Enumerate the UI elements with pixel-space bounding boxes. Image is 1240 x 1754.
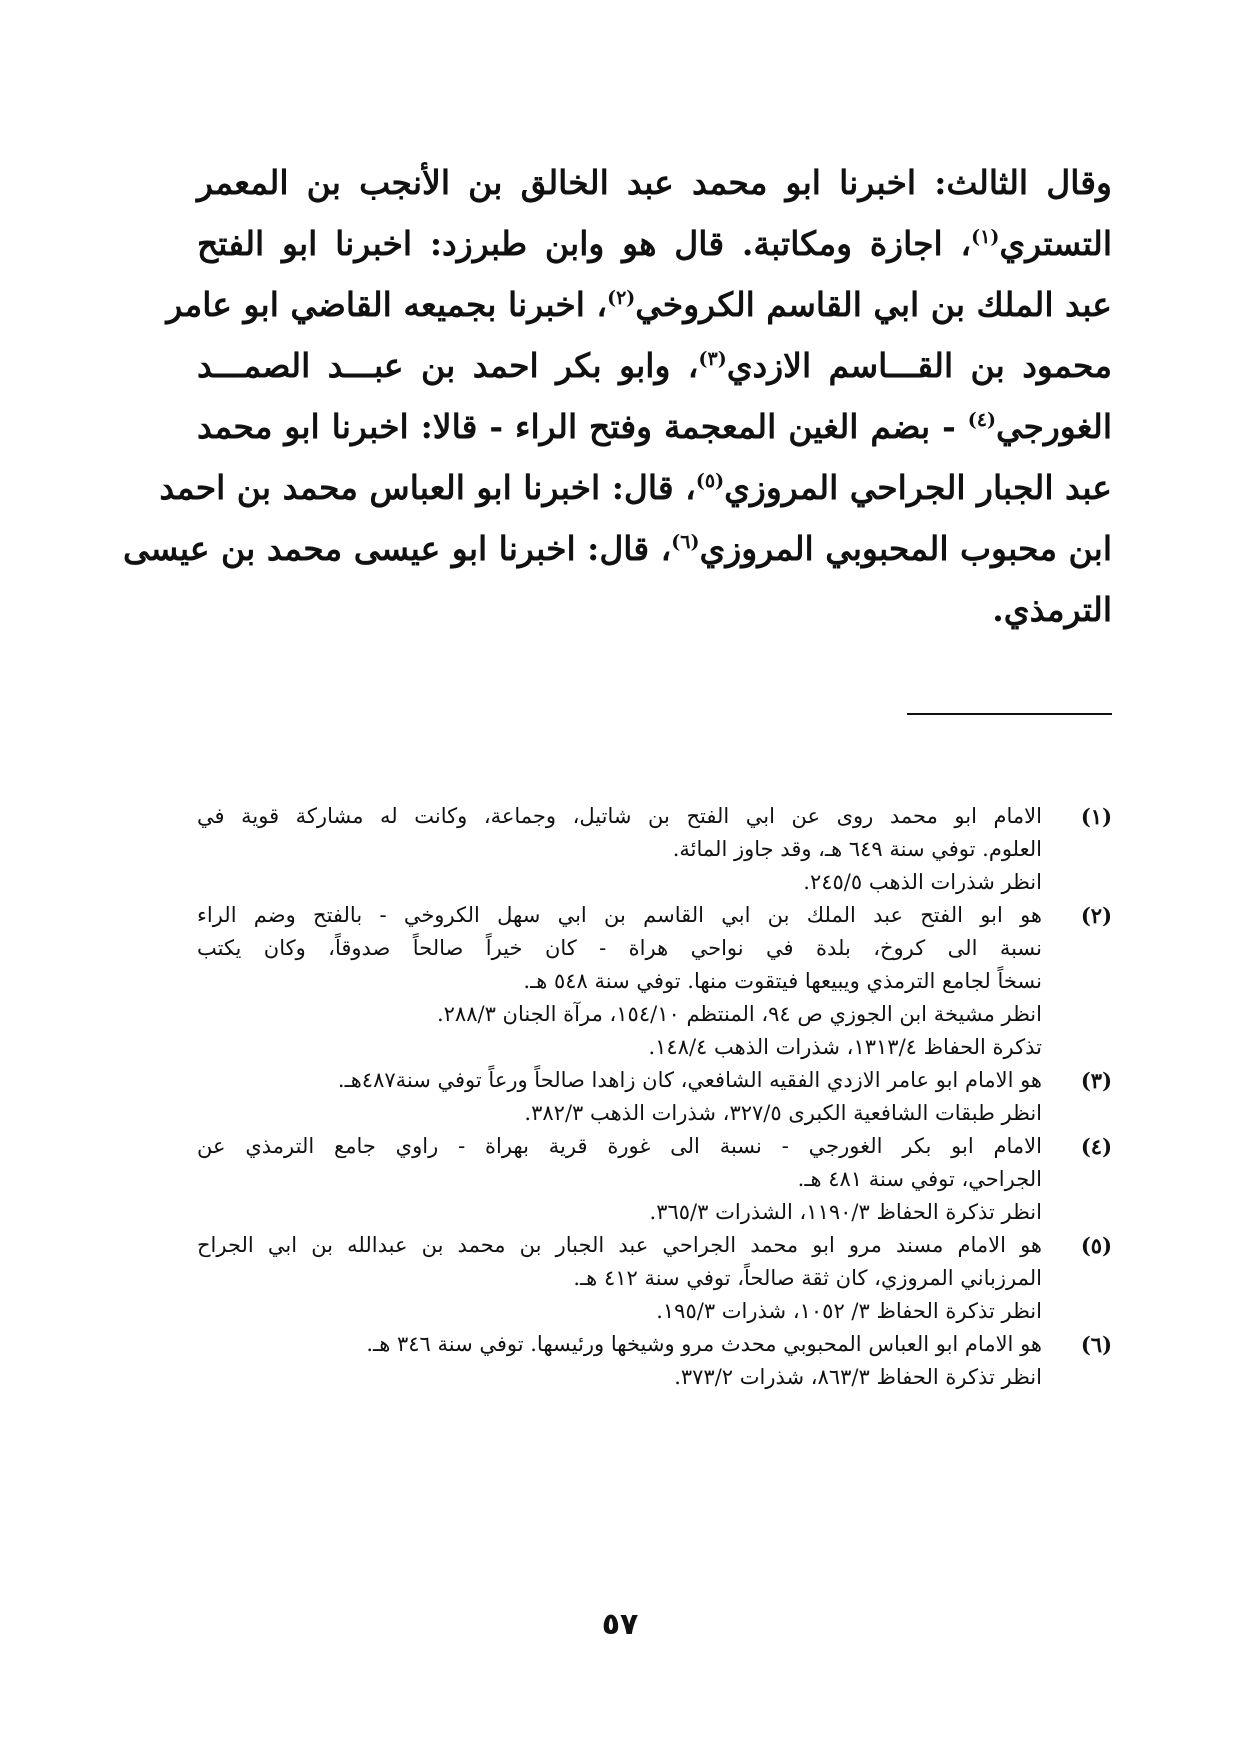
footnote-line: العلوم. توفي سنة ٦٤٩ هـ، وقد جاوز المائة.	[672, 837, 1042, 861]
footnote-line: تذكرة الحفاظ ١٣١٣/٤، شذرات الذهب ١٤٨/٤.	[648, 1035, 1042, 1059]
footnote-reference-marker: (٢)	[607, 287, 636, 309]
footnote-line: انظر مشيخة ابن الجوزي ص ٩٤، المنتظم ١٥٤/١٠، مرآة الجنان ٢٨٨/٣.	[436, 1002, 1042, 1026]
main-text-segment: وقال الثالث: اخبرنا ابو محمد عبد الخالق بن الأنجب بن المعمر	[197, 163, 1112, 202]
footnote-line: هو الامام مسند مرو ابو محمد الجراحي عبد الجبار بن محمد بن عبدالله بن ابي الجراح	[197, 1233, 1042, 1257]
main-text-line	[166, 274, 1112, 335]
footnote-number: (١)	[1080, 804, 1112, 829]
footnote-number: (٤)	[1080, 1134, 1112, 1159]
footnote-item	[197, 1328, 1112, 1394]
footnote-number: (٢)	[1080, 903, 1112, 928]
footnote-line: هو الامام ابو العباس المحبوبي محدث مرو وشيخها ورئيسها. توفي سنة ٣٤٦ هـ.	[366, 1332, 1042, 1356]
main-text-line	[159, 457, 1112, 518]
footnote-separator-rule	[907, 713, 1112, 715]
main-text-line	[122, 518, 1112, 579]
footnote-number: (٦)	[1080, 1332, 1112, 1357]
main-text-segment: الترمذي.	[992, 590, 1112, 629]
footnote-reference-marker: (٤)	[967, 409, 996, 431]
footnote-number: (٣)	[1080, 1068, 1112, 1093]
main-text-segment: ابن محبوب المحبوبي المروزي	[699, 529, 1112, 568]
footnote-item	[197, 1130, 1112, 1229]
page-number: ٥٧	[601, 1607, 639, 1642]
footnote-number: (٥)	[1080, 1233, 1112, 1258]
main-text-segment: ، قال: اخبرنا ابو عيسى محمد بن عيسى	[122, 529, 672, 568]
main-text-line	[197, 213, 1112, 274]
footnote-line: انظر تذكرة الحفاظ ٣/ ١٠٥٢، شذرات ١٩٥/٣.	[656, 1299, 1042, 1323]
footnote-reference-marker: (٦)	[671, 531, 700, 553]
main-text-segment: - بضم الغين المعجمة وفتح الراء - قالا: اخبرنا ابو محمد	[197, 407, 968, 446]
main-text-segment: ، وابو بكر احمد بن عبـــد الصمـــد	[197, 346, 699, 385]
main-text-segment: عبد الملك بن ابي القاسم الكروخي	[635, 285, 1112, 324]
footnote-line: انظر شذرات الذهب ٢٤٥/٥.	[803, 870, 1042, 894]
footnote-line: المرزباني المروزي، كان ثقة صالحاً، توفي سنة ٤١٢ هـ.	[573, 1266, 1042, 1290]
main-text-line	[197, 152, 1112, 213]
footnote-reference-marker: (٣)	[698, 348, 727, 370]
footnote-line: انظر طبقات الشافعية الكبرى ٣٢٧/٥، شذرات الذهب ٣٨٢/٣.	[524, 1101, 1042, 1125]
main-text-segment: الغورجي	[995, 407, 1112, 446]
main-text-line	[197, 579, 1112, 640]
footnote-line: الجراحي، توفي سنة ٤٨١ هـ.	[797, 1167, 1042, 1191]
main-text-segment: ، قال: اخبرنا ابو العباس محمد بن احمد	[159, 468, 696, 507]
main-text-line	[197, 396, 1112, 457]
footnote-line: انظر تذكرة الحفاظ ١١٩٠/٣، الشذرات ٣٦٥/٣.	[649, 1200, 1042, 1224]
main-body-text	[122, 152, 1113, 640]
footnote-line: انظر تذكرة الحفاظ ٨٦٣/٣، شذرات ٣٧٣/٢.	[674, 1365, 1042, 1389]
main-text-segment: عبد الجبار الجراحي المروزي	[724, 468, 1112, 507]
footnote-item	[197, 1064, 1112, 1130]
main-text-segment: ، اجازة ومكاتبة. قال هو وابن طبرزد: اخبرنا ابو الفتح	[197, 224, 972, 263]
footnote-line: الامام ابو بكر الغورجي - نسبة الى غورة قرية بهراة - راوي جامع الترمذي عن	[197, 1134, 1042, 1158]
footnotes-list	[197, 800, 1112, 1394]
footnote-reference-marker: (١)	[971, 226, 1000, 248]
footnote-item	[197, 899, 1112, 1064]
main-text-segment: محمود بن القـــاسم الازدي	[726, 346, 1113, 385]
footnote-item	[197, 800, 1112, 899]
footnote-reference-marker: (٥)	[695, 470, 725, 492]
main-text-segment: التستري	[999, 224, 1112, 263]
footnote-line: نسخاً لجامع الترمذي ويبيعها فيتقوت منها. توفي سنة ٥٤٨ هـ.	[523, 969, 1042, 993]
footnote-line: هو ابو الفتح عبد الملك بن ابي القاسم بن ابي سهل الكروخي - بالفتح وضم الراء	[197, 903, 1042, 927]
main-text-segment: ، اخبرنا بجميعه القاضي ابو عامر	[166, 285, 608, 324]
footnote-line: هو الامام ابو عامر الازدي الفقيه الشافعي، كان زاهدا صالحاً ورعاً توفي سنة٤٨٧هـ.	[337, 1068, 1042, 1092]
footnote-line: الامام ابو محمد روى عن ابي الفتح بن شاتيل، وجماعة، وكانت له مشاركة قوية في	[197, 804, 1042, 828]
main-text-line	[197, 335, 1112, 396]
footnote-item	[197, 1229, 1112, 1328]
footnote-line: نسبة الى كروخ، بلدة في نواحي هراة - كان خيراً صالحاً صدوقاً، وكان يكتب	[197, 936, 1042, 960]
